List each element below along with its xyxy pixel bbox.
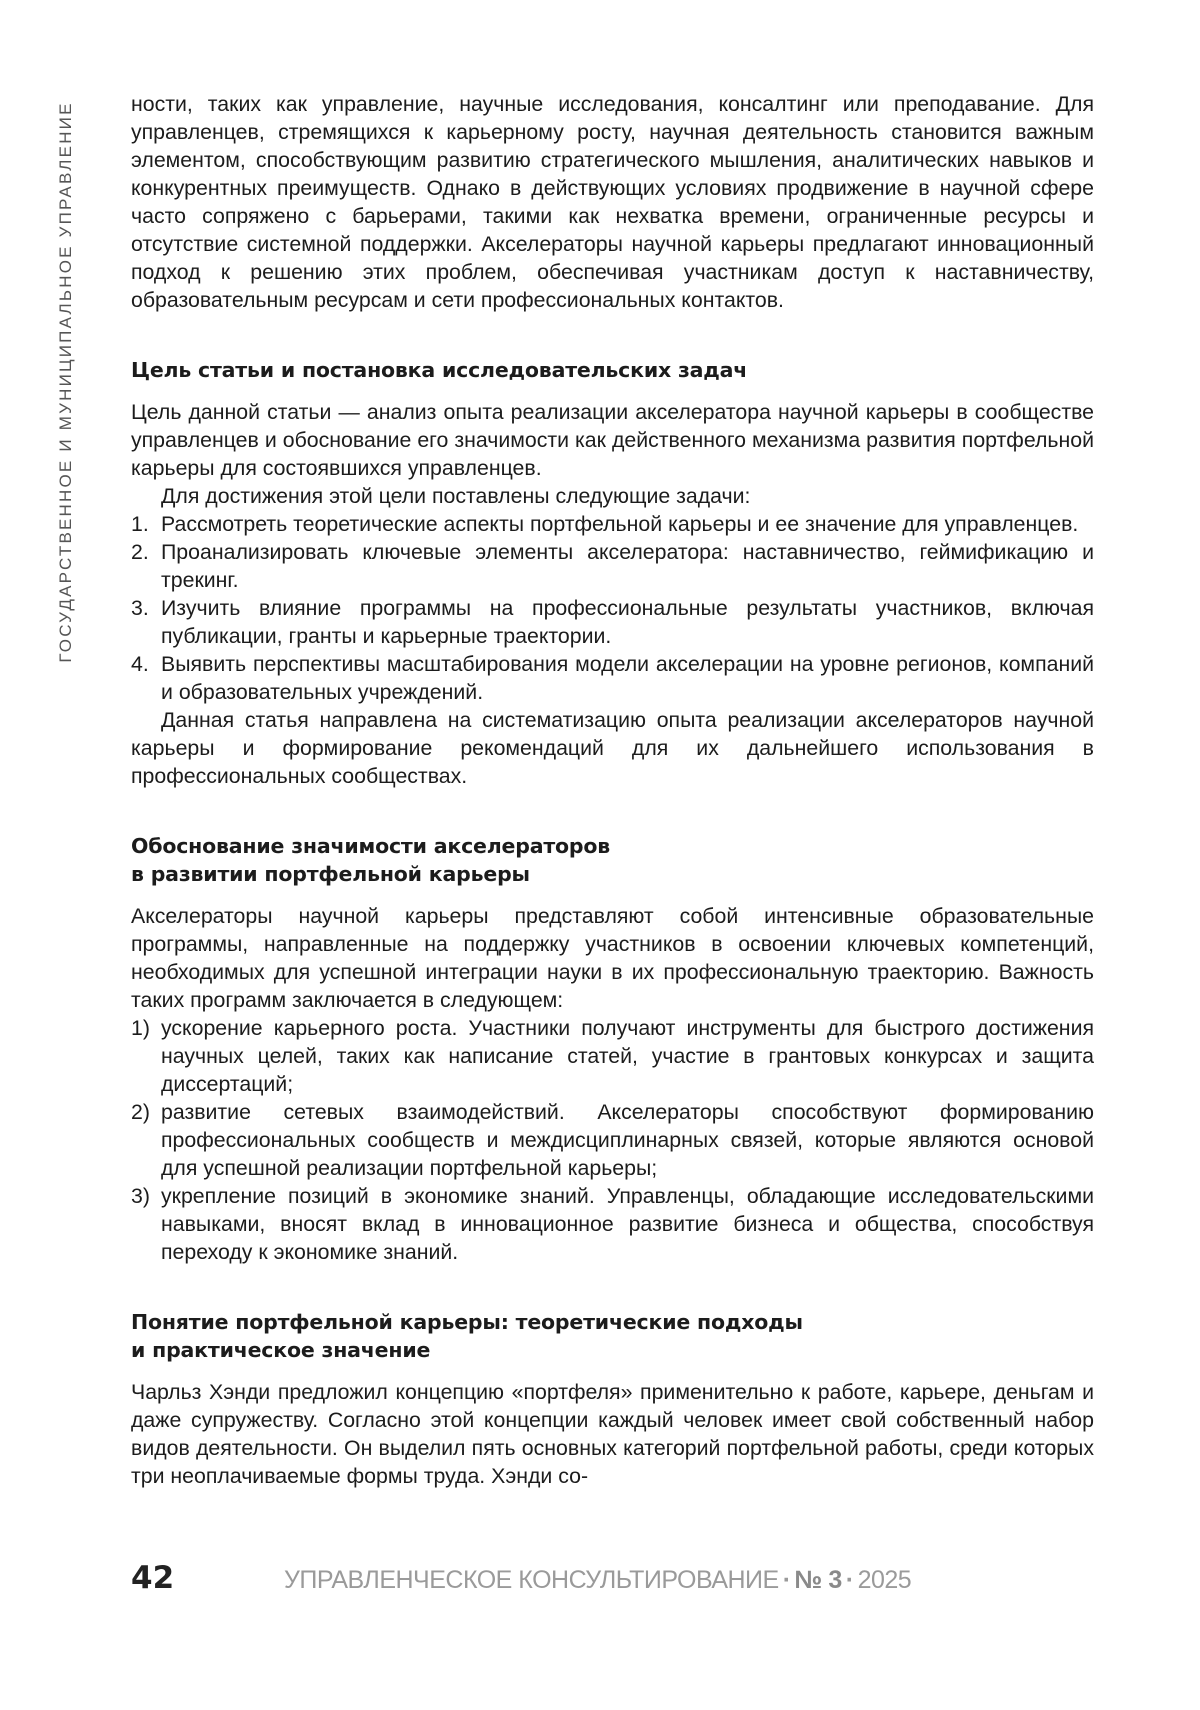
- handy-paragraph: Чарльз Хэнди предложил концепцию «портфеля» применительно к работе, карьере, деньгам и даже супружеству. Согласно этой концепции каждый человек имеет свой собственный набор видов деятельности. Он выделил пять основных категорий портфельной работы, среди которых три неоплачиваемые формы труда. Хэнди со-: [131, 1380, 1094, 1488]
- list-item: 2) развитие сетевых взаимодействий. Акселераторы способствуют формированию профессиональных сообществ и междисциплинарных связей, которые являются основой для успешной реализации портфельной карьеры;: [131, 1100, 1094, 1180]
- goal-paragraph: Цель данной статьи — анализ опыта реализации акселератора научной карьеры в сообществе управленцев и обоснование его значимости как действенного механизма развития портфельной карьеры для состоявшихся управленцев.: [131, 400, 1094, 480]
- benefits-list: [131, 1014, 1094, 1266]
- journal-title: УПРАВЛЕНЧЕСКОЕ КОНСУЛЬТИРОВАНИЕ: [284, 1566, 779, 1594]
- tasks-intro: Для достижения этой цели поставлены следующие задачи:: [161, 484, 751, 508]
- page-footer: [131, 1560, 1094, 1600]
- intro-paragraph: ности, таких как управление, научные исследования, консалтинг или преподавание. Для управленцев, стремящихся к карьерному росту, научная деятельность становится важным элементом, способствующим развитию стратегического мышления, аналитических навыков и конкурентных преимуществ. Однако в действующих условиях продвижение в научной сфере часто сопряжено с барьерами, такими как нехватка времени, ограниченные ресурсы и отсутствие системной поддержки. Акселераторы научной карьеры предлагают инновационный подход к решению этих проблем, обеспечивая участникам доступ к наставничеству, образовательным ресурсам и сети профессиональных контактов.: [131, 92, 1094, 312]
- section-heading-goal: Цель статьи и постановка исследовательских задач: [131, 358, 748, 382]
- list-item: 3) укрепление позиций в экономике знаний. Управленцы, обладающие исследовательскими навыками, вносят вклад в инновационное развитие бизнеса и общества, способствуя переходу к экономике знаний.: [131, 1184, 1094, 1264]
- list-item: 1) ускорение карьерного роста. Участники получают инструменты для быстрого достижения научных целей, таких как написание статей, участие в грантовых конкурсах и защита диссертаций;: [131, 1016, 1094, 1096]
- list-item: 2. Проанализировать ключевые элементы акселератора: наставничество, геймификацию и трекинг.: [131, 540, 1094, 592]
- list-item: 1. Рассмотреть теоретические аспекты портфельной карьеры и ее значение для управленцев.: [131, 512, 1079, 536]
- summary-paragraph: Данная статья направлена на систематизацию опыта реализации акселераторов научной карьеры и формирование рекомендаций для их дальнейшего использования в профессиональных сообществах.: [131, 708, 1094, 788]
- list-item: 3. Изучить влияние программы на профессиональные результаты участников, включая публикации, гранты и карьерные траектории.: [131, 596, 1094, 648]
- list-item: 4. Выявить перспективы масштабирования модели акселерации на уровне регионов, компаний и образовательных учреждений.: [131, 652, 1094, 704]
- section-heading-portfolio-career: Понятие портфельной карьеры: теоретические подходы и практическое значение: [131, 1310, 803, 1362]
- issue-year: 2025: [857, 1566, 912, 1594]
- tasks-list: [131, 510, 1094, 706]
- significance-paragraph: Акселераторы научной карьеры представляют собой интенсивные образовательные программы, направленные на поддержку участников в освоении ключевых компетенций, необходимых для успешной интеграции науки в их профессиональную траекторию. Важность таких программ заключается в следующем:: [131, 904, 1094, 1012]
- running-side-label: ГОСУДАРСТВЕННОЕ И МУНИЦИПАЛЬНОЕ УПРАВЛЕНИЕ: [56, 101, 75, 663]
- article-body: [131, 90, 1094, 1490]
- issue-number: № 3: [794, 1566, 842, 1594]
- section-heading-significance: Обоснование значимости акселераторов в развитии портфельной карьеры: [131, 834, 611, 886]
- journal-title-line: УПРАВЛЕНЧЕСКОЕ КОНСУЛЬТИРОВАНИЕ · № 3 · 2025: [284, 1566, 912, 1594]
- page-number: 42: [131, 1560, 175, 1596]
